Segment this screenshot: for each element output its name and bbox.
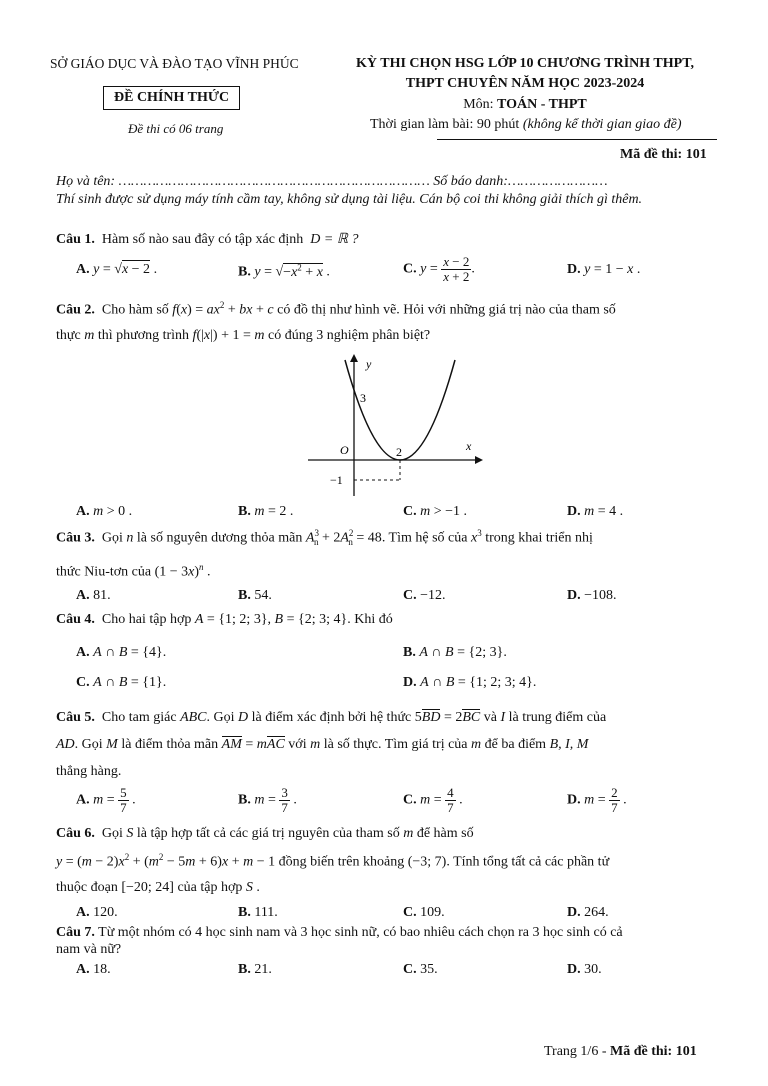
origin-label: O <box>340 443 349 457</box>
question-6-line-2: $y = (m - 2)x^2 + (m^2 - 5m + 6)x + m - 1$ đồng biến trên khoảng (−3; 7). Tính tổng tất cả các phần tử <box>56 852 610 870</box>
option-c: C. 109. <box>403 905 445 920</box>
header-rule <box>437 139 717 140</box>
time-line <box>370 117 682 133</box>
option-label: C. <box>403 261 417 277</box>
option-b: B. m = 2 . <box>238 504 294 519</box>
option-b: B. 111. <box>238 905 278 920</box>
option-a: A. 18. <box>76 962 111 977</box>
pages-note: Đề thi có 06 trang <box>128 121 224 136</box>
question-3-line-1: Câu 3. Gọi n là số nguyên dương thỏa mãn $A^3_n + 2A^2_n = 48$. Tìm hệ số của $x^3$ trong khai triển nhị <box>56 528 593 548</box>
subject-label: Môn: <box>463 97 498 112</box>
option-c: C. 35. <box>403 962 438 977</box>
question-number: Câu 1. <box>56 232 95 247</box>
option-a: A. A ∩ B = {4}. <box>76 645 167 660</box>
option-label: D. <box>567 262 581 277</box>
x-tick-2: 2 <box>396 445 402 459</box>
option-c: C. m = $\frac{4}{7}$ . <box>403 785 463 815</box>
option-c: C. m > −1 . <box>403 504 468 519</box>
question-7-line-1: Câu 7. Từ một nhóm có 4 học sinh nam và 3 học sinh nữ, có bao nhiêu cách chọn ra 3 học sinh có cả <box>56 925 623 940</box>
exam-title-1: KỲ THI CHỌN HSG LỚP 10 CHƯƠNG TRÌNH THPT, <box>356 56 694 71</box>
question-7-line-2: nam và nữ? <box>56 942 122 957</box>
option-a: A. 120. <box>76 905 118 920</box>
option-b: B. $y = √-x^2 + x$ . <box>238 262 330 280</box>
department: SỞ GIÁO DỤC VÀ ĐÀO TẠO VĨNH PHÚC <box>50 56 299 71</box>
y-axis-arrow <box>350 354 358 362</box>
question-5-line-1: Câu 5. Cho tam giác ABC. Gọi D là điểm xác định bởi hệ thức 5BD = 2BC và I là trung điểm của <box>56 710 607 725</box>
candidate-name-line: Họ và tên: ………………………………………………………………… Số báo danh:…………………… <box>56 174 608 189</box>
page-number: Trang 1/6 - <box>544 1044 610 1059</box>
exam-title-2: THPT CHUYÊN NĂM HỌC 2023-2024 <box>405 76 645 91</box>
option-d: D. y = 1 − x . <box>567 262 641 277</box>
option-c: C. −12. <box>403 588 446 603</box>
option-a: A. m > 0 . <box>76 504 133 519</box>
x-axis-label: x <box>466 439 472 453</box>
option-d: D. 264. <box>567 905 609 920</box>
option-d: D. 30. <box>567 962 602 977</box>
option-label: B. <box>238 264 251 280</box>
question-6-line-1: Câu 6. Gọi S là tập hợp tất cả các giá trị nguyên của tham số m để hàm số <box>56 826 474 841</box>
option-c: C. y = $\frac{x - 2}{x + 2}$ . <box>403 254 475 284</box>
question-1 <box>56 231 358 248</box>
subject-line <box>330 97 720 113</box>
question-number: Câu 2. <box>56 302 95 318</box>
instructions: Thí sinh được sử dụng máy tính cầm tay, không sử dụng tài liệu. Cán bộ coi thi không giải thích gì thêm. <box>56 192 643 207</box>
option-d: D. −108. <box>567 588 617 603</box>
parabola-graph <box>300 350 490 500</box>
question-2-line-2: thực m thì phương trình f(|x|) + 1 = m có đúng 3 nghiệm phân biệt? <box>56 328 431 343</box>
question-text: Hàm số nào sau đây có tập xác định <box>101 232 304 247</box>
question-5-line-3: thẳng hàng. <box>56 764 122 779</box>
option-b: B. m = $\frac{3}{7}$ . <box>238 785 297 815</box>
question-math: D = ℝ ? <box>310 232 359 247</box>
question-4: Câu 4. Cho hai tập hợp A = {1; 2; 3}, B = {2; 3; 4}. Khi đó <box>56 612 393 627</box>
option-b: B. A ∩ B = {2; 3}. <box>403 645 507 660</box>
option-d: D. A ∩ B = {1; 2; 3; 4}. <box>403 675 537 690</box>
option-a: A. 81. <box>76 588 111 603</box>
time-label: Thời gian làm bài: 90 phút <box>370 117 523 132</box>
y-tick-minus-1: −1 <box>330 473 343 487</box>
option-a: A. y = √x − 2 . <box>76 262 158 277</box>
official-badge: ĐỀ CHÍNH THỨC <box>103 86 240 110</box>
option-d: D. m = 4 . <box>567 504 624 519</box>
question-6-line-3: thuộc đoạn [−20; 24] của tập hợp S . <box>56 880 260 895</box>
y-tick-3: 3 <box>360 391 366 405</box>
question-5-line-2: AD. Gọi M là điểm thỏa mãn AM = mAC với m là số thực. Tìm giá trị của m để ba điểm B, I, M <box>56 737 589 752</box>
option-c: C. A ∩ B = {1}. <box>76 675 167 690</box>
subject: TOÁN - THPT <box>497 97 587 112</box>
option-b: B. 21. <box>238 962 272 977</box>
x-axis-arrow <box>475 456 483 464</box>
question-2-line-1: Câu 2. Cho hàm số $f(x) = ax^2$ + bx + c có đồ thị như hình vẽ. Hỏi với những giá trị nào của tham số <box>56 300 616 318</box>
option-b: B. 54. <box>238 588 272 603</box>
option-d: D. m = $\frac{2}{7}$ . <box>567 785 627 815</box>
exam-code: Mã đề thi: 101 <box>620 147 707 162</box>
footer-code: Mã đề thi: 101 <box>610 1044 697 1059</box>
time-note: (không kể thời gian giao đề) <box>522 117 682 132</box>
y-axis-label: y <box>366 357 372 371</box>
option-label: A. <box>76 262 90 277</box>
question-3-line-2: thức Niu-tơn của $(1 - 3x)^n$ . <box>56 562 211 580</box>
option-a: A. m = $\frac{5}{7}$ . <box>76 785 136 815</box>
page-footer <box>544 1044 697 1060</box>
